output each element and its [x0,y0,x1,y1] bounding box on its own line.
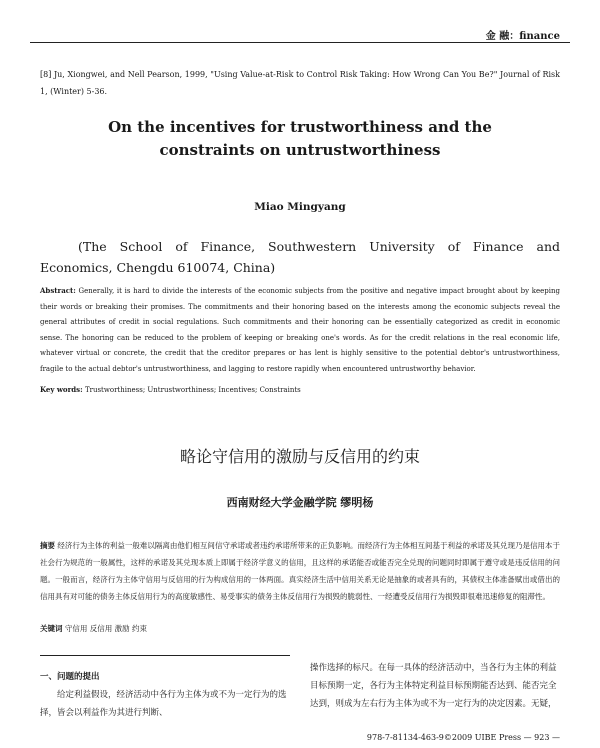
reference-entry: [8] Ju, Xiongwei, and Nell Pearson, 1999, "Using Value-at-Risk to Control Risk Taking: How Wrong Can You Be?" Journal of Risk 1, (Winter) 5-36. [40,70,560,96]
title-line-2: constraints on untrustworthiness [159,141,441,159]
english-keywords [40,385,560,394]
chinese-abstract [40,537,560,605]
chinese-abstract-label: 摘要 [40,541,56,550]
abstract-label: Abstract: [40,286,76,295]
keywords-label: Key words: [40,385,83,394]
left-column [40,668,290,722]
page-footer: 978-7-81134-463-9©2009 UIBE Press — 923 — [366,733,560,742]
paper-title [40,116,560,162]
author-affiliation: (The School of Finance, Southwestern University of Finance and Economics, Chengdu 610074, China) [40,239,560,275]
column-rule [40,655,290,656]
chinese-author: 西南财经大学金融学院 缪明杨 [226,496,374,509]
chinese-keywords [40,623,560,634]
author-name: Miao Mingyang [254,201,346,213]
chinese-abstract-text: 经济行为主体的利益一般难以隔离由他们相互间信守承诺或者违约承诺所带来的正负影响。而经济行为主体相互间基于利益的承诺及其兑现乃是信用本于社会行为规范的一般属性，这样的承诺及其兑现本质上即属于经济学意义的信用，且这样的承诺能否或能否完全兑现的问题同时即属于遵守或是违反信用的问题。一般而言，经济行为主体守信用与反信用的行为构成信用的一体两面。真实经济生活中信用关系无论是抽象的或者具有的，其债权主体准备赋出或借出的信用具有对可能的债务主体反信用行为的高度敏感性、易受事实的债务主体反信用行为损毁的脆弱性、一经遭受反信用行为损毁即很难迅速修复的阻滞性。 [40,541,561,601]
keywords-text: Trustworthiness; Untrustworthiness; Incentives; Constraints [84,386,301,394]
section-heading: 一、问题的提出 [40,672,100,682]
journal-header: 金 融：finance [485,31,560,42]
chinese-title: 略论守信用的激励与反信用的约束 [179,447,420,466]
title-line-1: On the incentives for trustworthiness and the [108,118,492,136]
chinese-keywords-text: 守信用 反信用 激励 约束 [64,624,148,633]
right-column-text: 操作选择的标尺。在每一具体的经济活动中，当各行为主体的利益目标预期一定，各行为主体特定利益目标预期能否达到、能否完全达到，则成为左右行为主体为或不为一定行为的决定因素。无疑， [310,663,557,709]
header-rule [30,42,570,43]
chinese-keywords-label: 关键词 [40,624,63,633]
left-column-text: 给定利益假设，经济活动中各行为主体为或不为一定行为的选择，皆会以利益作为其进行判断、 [40,690,287,718]
right-column [310,659,560,713]
abstract-text: Generally, it is hard to divide the interests of the economic subjects from the positive and negative impact brought about by keeping their words or breaking their promises. The commitments and their honoring based on the interests among the economic subjects reveal the general attributes of credit in social regulations. Such commitments and their honoring can be essentially categorized as credit in economic sense. The honoring can be reduced to the problem of keeping or breaking one's words. As for the credit relations in the real economic life, whatever virtual or concrete, the credit that the creditor prepares or has lent is highly sensitive to the potential debtor's untrustworthiness, fragile to the actual debtor's untrustworthiness, and lagging to restore rapidly when encountered untrustworthy behavior. [40,287,560,373]
english-abstract [40,283,560,378]
